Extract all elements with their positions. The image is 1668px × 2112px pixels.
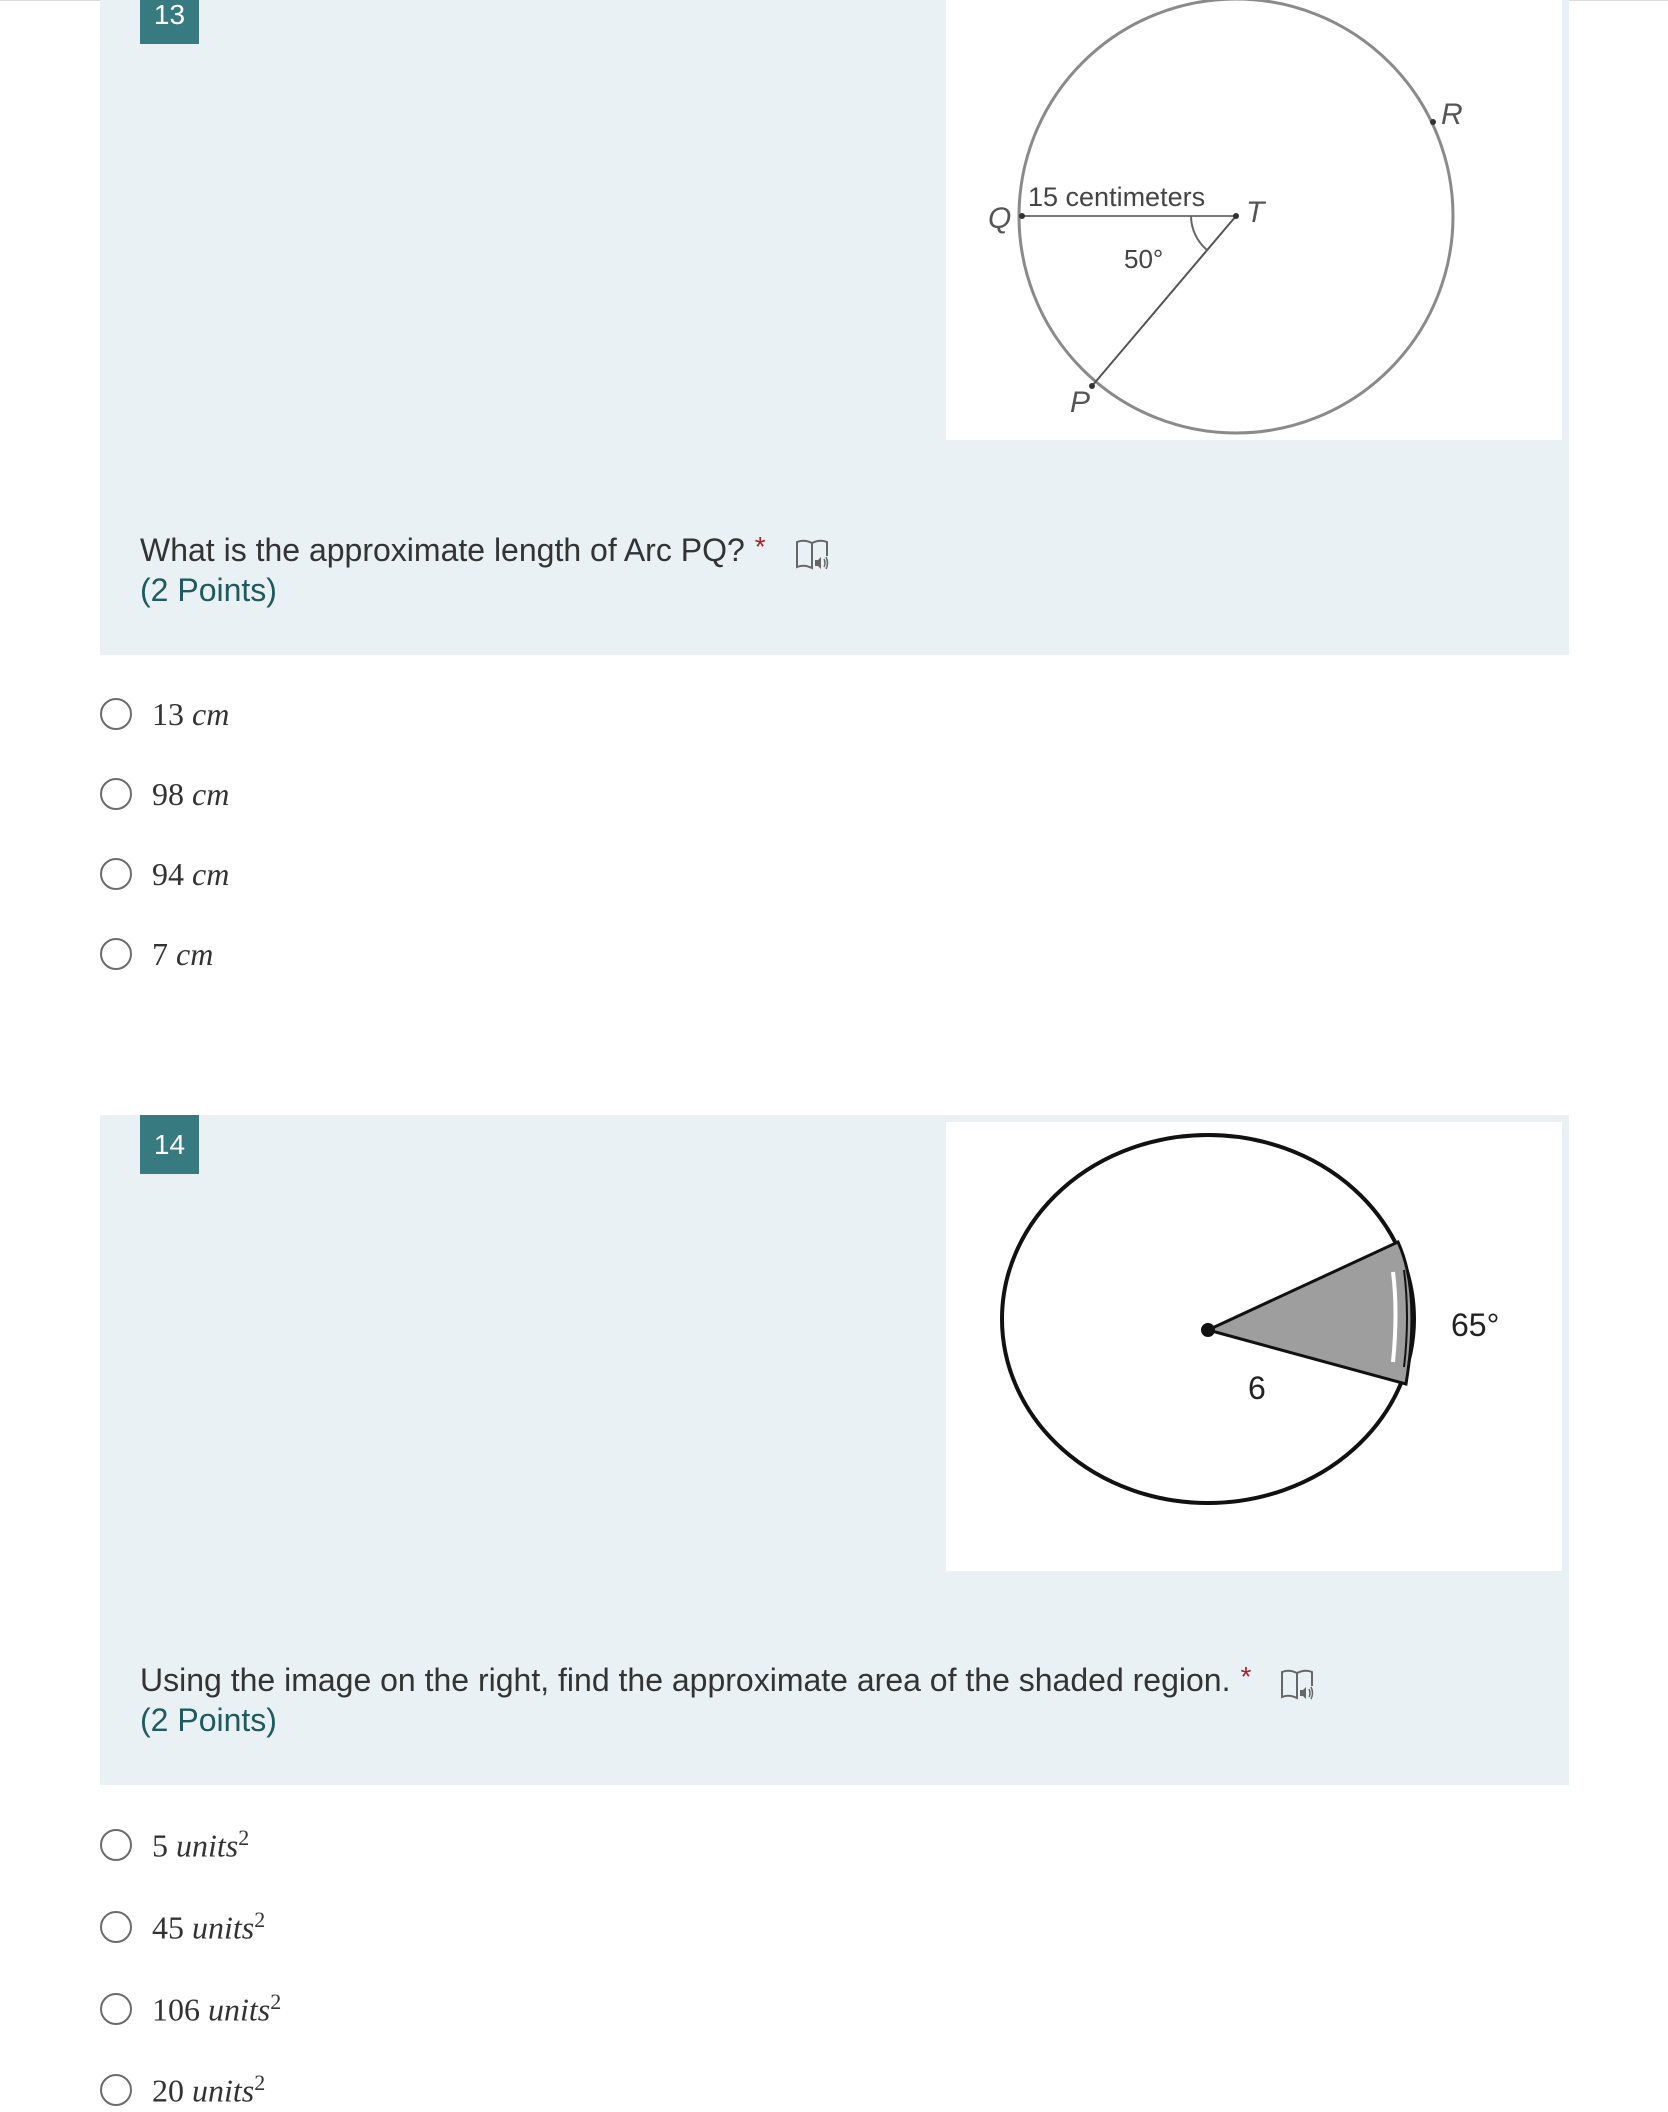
radio-button[interactable]	[100, 858, 132, 890]
option-label: 5 units$^2$	[152, 1825, 250, 1864]
required-marker: *	[754, 531, 766, 562]
answer-option[interactable]	[100, 1823, 249, 1867]
radio-button[interactable]	[100, 778, 132, 810]
question-number-badge: 14	[140, 1115, 199, 1174]
question-text: What is the approximate length of Arc PQ?	[140, 532, 745, 568]
question-number-badge: 13	[140, 0, 199, 44]
option-label: 106 units$^2$	[152, 1989, 282, 2028]
question-points: (2 Points)	[140, 572, 277, 608]
label-Q: Q	[988, 202, 1012, 235]
immersive-reader-icon[interactable]	[794, 538, 832, 572]
radius-label: 6	[1248, 1370, 1266, 1406]
answer-option[interactable]	[100, 692, 229, 736]
label-T: T	[1246, 196, 1265, 229]
option-label: 13 cm	[152, 695, 230, 732]
option-label: 45 units$^2$	[152, 1907, 266, 1946]
radio-button[interactable]	[100, 1911, 132, 1943]
segment-TP	[1092, 216, 1236, 386]
question-points: (2 Points)	[140, 1702, 277, 1738]
option-label: 7 cm	[152, 935, 214, 972]
question-card-13	[100, 0, 1569, 655]
shaded-sector	[1208, 1242, 1412, 1384]
option-label: 98 cm	[152, 775, 230, 812]
radio-button[interactable]	[100, 1829, 132, 1861]
question-card-14	[100, 1115, 1569, 1785]
circle-arc-diagram	[946, 0, 1562, 440]
answer-option[interactable]	[100, 772, 229, 816]
answer-option[interactable]	[100, 1987, 281, 2031]
answer-option[interactable]	[100, 1905, 265, 1949]
radio-button[interactable]	[100, 698, 132, 730]
angle-label: 50°	[1124, 244, 1164, 274]
radio-button[interactable]	[100, 1993, 132, 2025]
label-R: R	[1441, 98, 1463, 131]
point-T	[1233, 213, 1239, 219]
option-label: 20 units$^2$	[152, 2070, 266, 2109]
angle-arc	[1191, 216, 1207, 250]
answer-option[interactable]	[100, 852, 229, 896]
immersive-reader-icon[interactable]	[1279, 1668, 1317, 1702]
point-R	[1430, 119, 1436, 125]
point-Q	[1019, 213, 1025, 219]
angle-label: 65°	[1451, 1307, 1500, 1343]
answer-option[interactable]	[100, 2068, 265, 2112]
radio-button[interactable]	[100, 938, 132, 970]
question-13-figure	[946, 0, 1562, 440]
option-label: 94 cm	[152, 855, 230, 892]
question-14-figure	[946, 1122, 1562, 1571]
shaded-sector-diagram	[946, 1122, 1562, 1571]
length-label: 15 centimeters	[1028, 182, 1206, 212]
answer-option[interactable]	[100, 932, 213, 976]
required-marker: *	[1240, 1661, 1252, 1692]
center-point	[1201, 1323, 1215, 1337]
question-text: Using the image on the right, find the approximate area of the shaded region.	[140, 1662, 1231, 1698]
label-P: P	[1070, 386, 1091, 419]
radio-button[interactable]	[100, 2074, 132, 2106]
